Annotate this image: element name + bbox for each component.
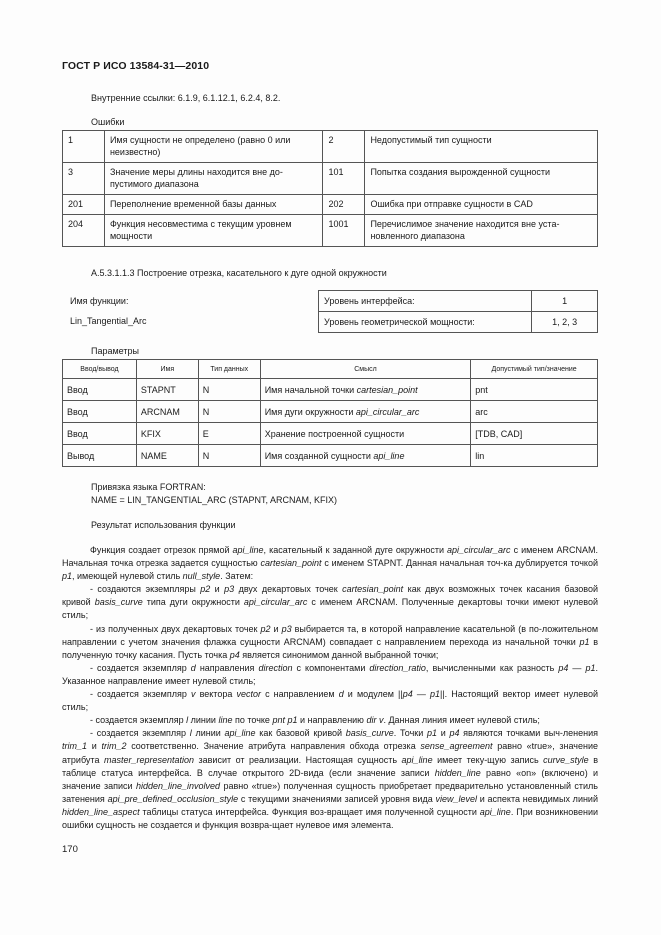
meaning-entity: cartesian_point bbox=[356, 384, 418, 395]
parameters-header-cell: Тип данных bbox=[198, 360, 260, 379]
error-row bbox=[63, 131, 598, 163]
parameters-header-cell: Допустимый тип/значение bbox=[471, 360, 598, 379]
error-code-cell: 1 bbox=[63, 131, 105, 163]
interface-level-label: Уровень интерфейса: bbox=[319, 291, 532, 312]
parameter-name-cell: ARCNAM bbox=[136, 401, 198, 423]
parameter-meaning-cell bbox=[260, 379, 471, 401]
paragraph: - создается экземпляр l линии api_line как базовой кривой basis_curve. Точки p1 и p4 являются точками выч-ленения trim_1 и trim_2 соответственно. Значение атрибута направления обхода отрезка sense_agreement равно «true», значение атрибута master_representation зависит от реализации. Настоящая сущность api_line имеет теку-щую запись curve_style в таблице статуса интерфейса. В случае открытого 2D-вида (если значение записи hidden_line равно «on» (включено) и значение записи hidden_line_involved равно «true») полученная сущность приобретает предварительно установленный стиль затенения api_pre_defined_occlusion_style с текущими значениями записей уровня вида view_level и аспекта невидимых линий hidden_line_aspect таблицы статуса интерфейса. Функция воз-вращает имя полученной сущности api_line. При возникновении ошибки сущность не создается и функция возвра-щает нулевое имя элемента. bbox=[62, 728, 599, 830]
parameters-header-cell: Имя bbox=[136, 360, 198, 379]
paragraph: - из полученных двух декартовых точек p2 и p3 выбирается та, в которой направление касательной (в по-ложительном направлении с учетом значения флажка сущности ARCNAM) совпадает с направлением перехода из начальной точки p1 в полученную точку касания. Пусть точка p4 является синонимом данной выбранной точки; bbox=[62, 623, 599, 660]
error-code-cell: 101 bbox=[323, 163, 365, 195]
section-title: A.5.3.1.1.3 Построение отрезка, касательного к дуге одной окружности bbox=[91, 268, 387, 278]
meaning-entity: api_line bbox=[373, 450, 405, 461]
meaning-text: Имя дуги окружности bbox=[264, 406, 356, 417]
error-message-cell: Перечислимое значение находится вне уста-новленного диапазона bbox=[365, 215, 598, 247]
error-row bbox=[63, 195, 598, 215]
parameter-meaning-cell bbox=[260, 401, 471, 423]
parameter-io-cell: Ввод bbox=[63, 401, 137, 423]
parameter-type-cell: E bbox=[198, 423, 260, 445]
interface-level-row bbox=[319, 291, 598, 312]
geometric-power-value: 1, 2, 3 bbox=[532, 312, 598, 333]
error-message-cell: Значение меры длины находится вне до-пустимого диапазона bbox=[104, 163, 323, 195]
parameter-io-cell: Ввод bbox=[63, 379, 137, 401]
errors-table bbox=[62, 130, 598, 247]
meaning-text: Имя начальной точки bbox=[264, 384, 357, 395]
error-code-cell: 204 bbox=[63, 215, 105, 247]
internal-references: Внутренние ссылки: 6.1.9, 6.1.12.1, 6.2.4, 8.2. bbox=[91, 93, 281, 103]
parameter-row bbox=[63, 401, 598, 423]
error-message-cell: Имя сущности не определено (равно 0 или неизвестно) bbox=[104, 131, 323, 163]
paragraph: Функция создает отрезок прямой api_line, касательный к заданной дуге окружности api_circular_arc с именем ARCNAM. Начальная точка отрезка задается сущностью cartesian_point с именем STAPNT. Данная начальная точ-ка дублируется точкой p1, имеющей нулевой стиль null_style. Затем: bbox=[62, 545, 599, 582]
interface-table bbox=[318, 290, 598, 333]
parameters-title: Параметры bbox=[91, 346, 139, 356]
parameter-io-cell: Вывод bbox=[63, 445, 137, 467]
function-name-label: Имя функции: bbox=[70, 296, 129, 306]
parameter-row bbox=[63, 445, 598, 467]
errors-title: Ошибки bbox=[91, 117, 125, 127]
meaning-entity: api_circular_arc bbox=[355, 406, 420, 417]
parameter-allowed-cell: pnt bbox=[471, 379, 598, 401]
error-message-cell: Переполнение временной базы данных bbox=[104, 195, 323, 215]
parameters-header-cell: Смысл bbox=[260, 360, 471, 379]
binding-title: Привязка языка FORTRAN: bbox=[91, 482, 206, 492]
parameter-io-cell: Ввод bbox=[63, 423, 137, 445]
error-message-cell: Функция несовместима с текущим уровнем мощности bbox=[104, 215, 323, 247]
parameter-type-cell: N bbox=[198, 401, 260, 423]
page-number: 170 bbox=[62, 844, 78, 855]
paragraph: - создаются экземпляры p2 и p3 двух декартовых точек cartesian_point как двух возможных точек касания базовой кривой basis_curve типа дуги окружности api_circular_arc с именем ARCNAM. Полученные декартовы точки имеют нулевой стиль; bbox=[62, 584, 599, 621]
geometric-power-row bbox=[319, 312, 598, 333]
page-header-title: ГОСТ Р ИСО 13584-31—2010 bbox=[62, 60, 210, 72]
binding-code: NAME = LIN_TANGENTIAL_ARC (STAPNT, ARCNAM, KFIX) bbox=[91, 495, 337, 505]
meaning-text: Имя созданной сущности bbox=[264, 450, 374, 461]
geometric-power-label: Уровень геометрической мощности: bbox=[319, 312, 532, 333]
parameter-row bbox=[63, 379, 598, 401]
parameter-name-cell: NAME bbox=[136, 445, 198, 467]
paragraph: - создается экземпляр l линии line по точке pnt p1 и направлению dir v. Данная линия имеет нулевой стиль; bbox=[90, 715, 540, 726]
interface-level-value: 1 bbox=[532, 291, 598, 312]
error-row bbox=[63, 215, 598, 247]
error-code-cell: 201 bbox=[63, 195, 105, 215]
paragraph: - создается экземпляр v вектора vector с направлением d и модулем ||p4 — p1||. Настоящий вектор имеет нулевой стиль; bbox=[62, 689, 599, 713]
error-row bbox=[63, 163, 598, 195]
error-code-cell: 3 bbox=[63, 163, 105, 195]
parameter-meaning-cell bbox=[260, 445, 471, 467]
error-code-cell: 1001 bbox=[323, 215, 365, 247]
parameters-header-row bbox=[63, 360, 598, 379]
parameter-allowed-cell: [TDB, CAD] bbox=[471, 423, 598, 445]
error-message-cell: Попытка создания вырожденной сущности bbox=[365, 163, 598, 195]
parameters-header-cell: Ввод/вывод bbox=[63, 360, 137, 379]
parameter-meaning-cell: Хранение построенной сущности bbox=[260, 423, 471, 445]
error-code-cell: 202 bbox=[323, 195, 365, 215]
result-body bbox=[62, 544, 598, 832]
error-message-cell: Ошибка при отправке сущности в CAD bbox=[365, 195, 598, 215]
parameter-type-cell: N bbox=[198, 379, 260, 401]
parameter-allowed-cell: lin bbox=[471, 445, 598, 467]
function-name-value: Lin_Tangential_Arc bbox=[70, 316, 147, 326]
error-message-cell: Недопустимый тип сущности bbox=[365, 131, 598, 163]
parameter-allowed-cell: arc bbox=[471, 401, 598, 423]
parameter-type-cell: N bbox=[198, 445, 260, 467]
parameter-name-cell: STAPNT bbox=[136, 379, 198, 401]
parameters-table bbox=[62, 359, 598, 467]
error-code-cell: 2 bbox=[323, 131, 365, 163]
result-title: Результат использования функции bbox=[91, 520, 236, 530]
parameter-row bbox=[63, 423, 598, 445]
parameter-name-cell: KFIX bbox=[136, 423, 198, 445]
paragraph: - создается экземпляр d направления direction с компонентами direction_ratio, вычисленными как разность p4 — p1. Указанное направление имеет нулевой стиль; bbox=[62, 662, 598, 686]
